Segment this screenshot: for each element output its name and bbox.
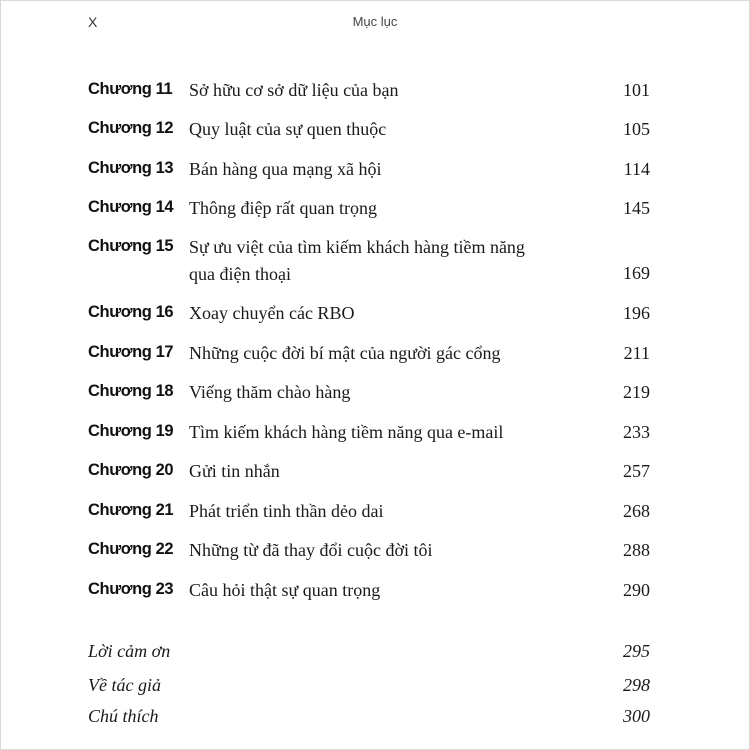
chapter-page: 105 <box>623 119 650 139</box>
chapter-page: 257 <box>623 461 650 481</box>
chapter-page: 290 <box>623 580 650 600</box>
chapter-page: 288 <box>623 540 650 560</box>
chapter-page: 101 <box>623 80 650 100</box>
running-title: Mục lục <box>352 14 398 29</box>
chapter-title: Câu hỏi thật sự quan trọng <box>189 580 381 600</box>
back-matter-title: Chú thích <box>88 706 159 726</box>
chapter-label: Chương 13 <box>88 159 174 177</box>
chapter-page: 211 <box>623 343 650 363</box>
chapter-label: Chương 20 <box>88 461 174 479</box>
chapter-title: Quy luật của sự quen thuộc <box>189 119 387 139</box>
chapter-page: 169 <box>623 263 650 283</box>
chapter-label: Chương 22 <box>88 540 174 558</box>
chapter-label: Chương 19 <box>88 422 174 440</box>
chapter-label: Chương 15 <box>88 237 174 255</box>
back-matter-title: Lời cảm ơn <box>88 641 171 661</box>
page-number: X <box>88 14 98 30</box>
chapter-title-line-1: Sự ưu việt của tìm kiếm khách hàng tiềm năng <box>189 237 525 257</box>
chapter-label: Chương 14 <box>88 198 174 216</box>
back-matter-page: 298 <box>623 675 650 695</box>
chapter-title: Sở hữu cơ sở dữ liệu của bạn <box>189 80 399 100</box>
chapter-title: Tìm kiếm khách hàng tiềm năng qua e-mail <box>189 422 504 442</box>
chapter-label: Chương 12 <box>88 119 174 137</box>
chapter-page: 114 <box>623 159 650 179</box>
chapter-title: Bán hàng qua mạng xã hội <box>189 159 382 179</box>
chapter-title: Viếng thăm chào hàng <box>189 382 351 402</box>
chapter-label: Chương 17 <box>88 343 174 361</box>
chapter-label: Chương 16 <box>88 303 174 321</box>
chapter-page: 268 <box>623 501 650 521</box>
chapter-title: Những từ đã thay đổi cuộc đời tôi <box>189 540 433 560</box>
chapter-label: Chương 18 <box>88 382 174 400</box>
chapter-page: 233 <box>623 422 650 442</box>
chapter-title-line-2: qua điện thoại <box>189 264 291 284</box>
chapter-title: Những cuộc đời bí mật của người gác cổng <box>189 343 501 363</box>
chapter-page: 145 <box>623 198 650 218</box>
chapter-label: Chương 11 <box>88 80 173 98</box>
back-matter-title: Về tác giả <box>88 675 161 695</box>
chapter-label: Chương 21 <box>88 501 174 519</box>
chapter-title: Xoay chuyển các RBO <box>189 303 355 323</box>
back-matter-page: 300 <box>623 706 650 726</box>
chapter-title: Gửi tin nhắn <box>189 461 280 481</box>
chapter-title: Phát triển tinh thần dẻo dai <box>189 501 384 521</box>
chapter-page: 219 <box>623 382 650 402</box>
back-matter-page: 295 <box>623 641 650 661</box>
chapter-page: 196 <box>623 303 650 323</box>
chapter-title: Thông điệp rất quan trọng <box>189 198 377 218</box>
chapter-label: Chương 23 <box>88 580 174 598</box>
